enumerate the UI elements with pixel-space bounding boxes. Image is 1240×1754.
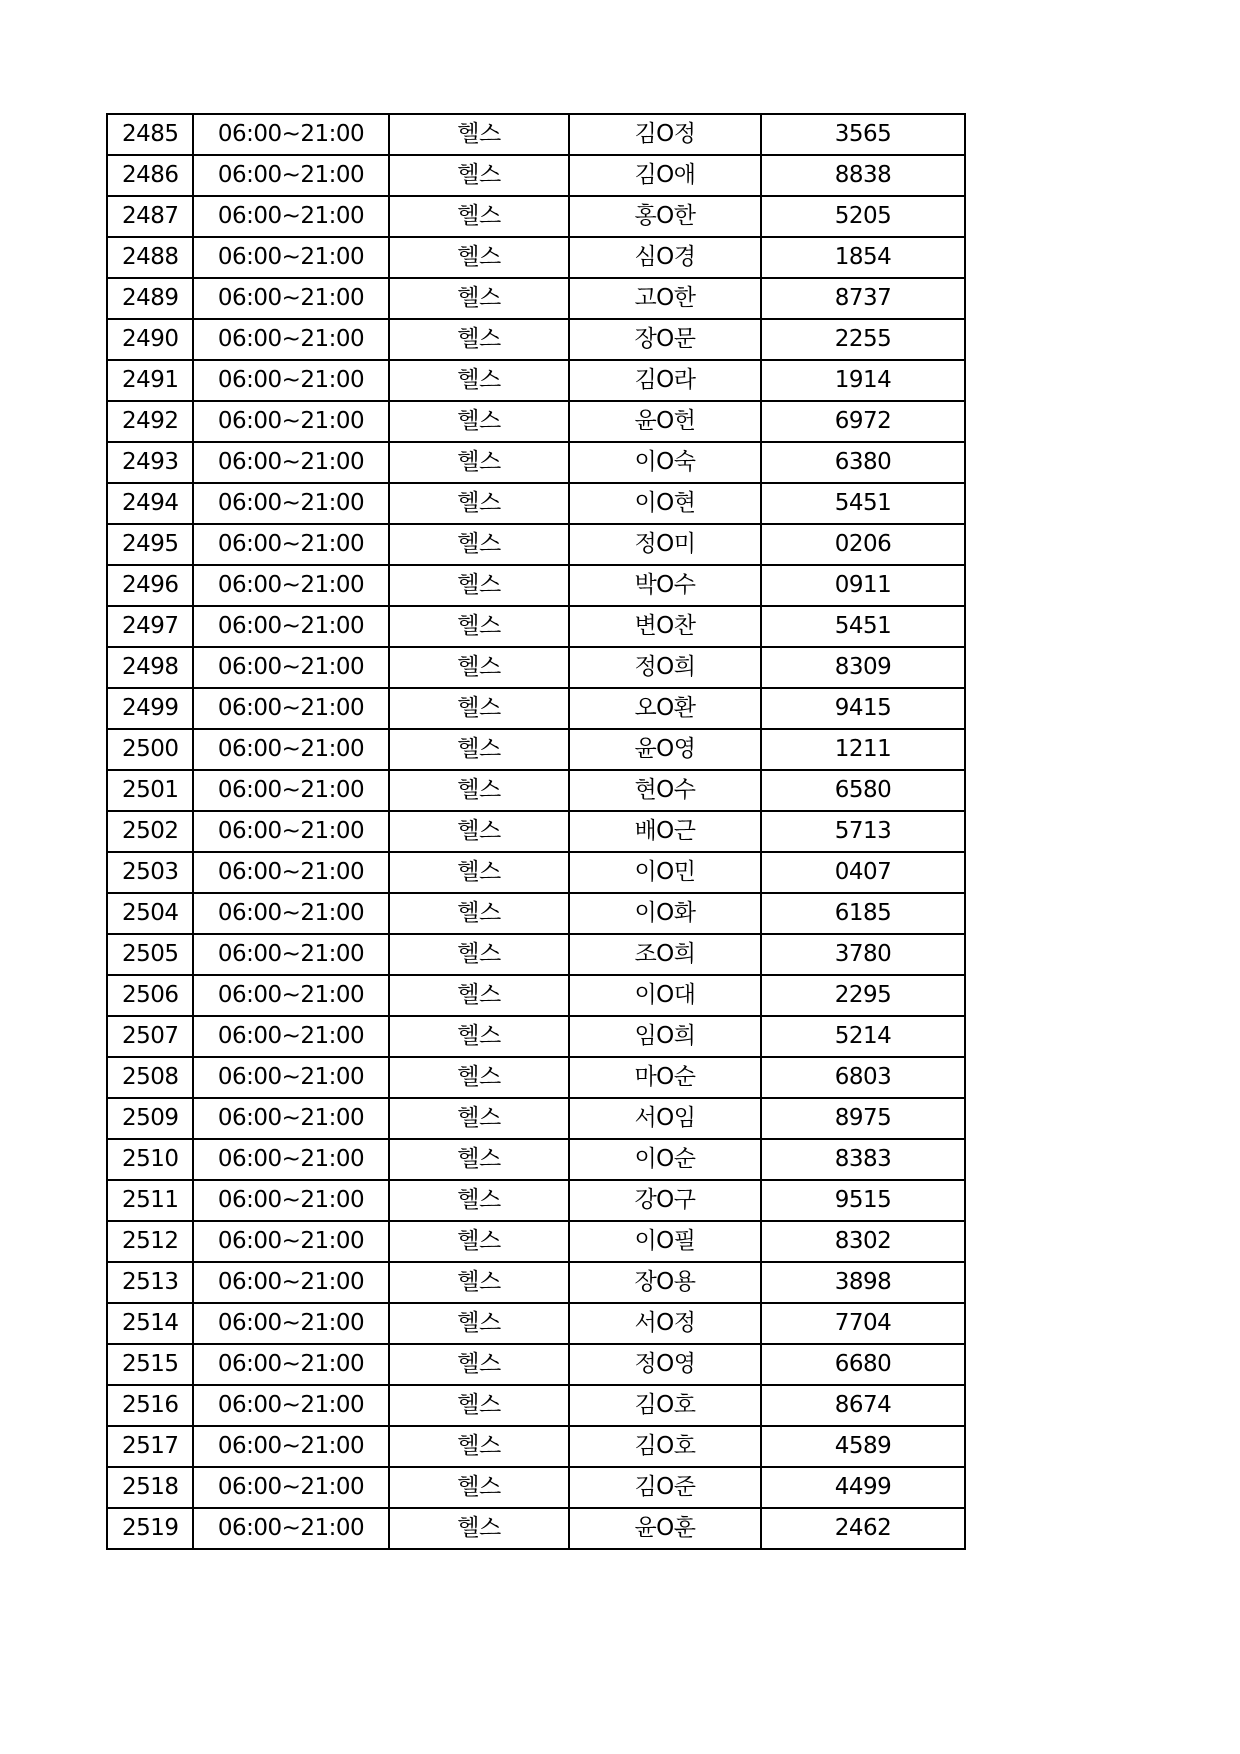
cell-member-name: 강O구 — [569, 1180, 761, 1221]
cell-number: 2515 — [107, 1344, 193, 1385]
cell-code: 6972 — [761, 401, 965, 442]
table-row — [107, 524, 965, 565]
cell-code: 0407 — [761, 852, 965, 893]
cell-program: 헬스 — [389, 647, 569, 688]
cell-hours: 06:00~21:00 — [193, 1221, 389, 1262]
cell-hours: 06:00~21:00 — [193, 1098, 389, 1139]
table-row — [107, 647, 965, 688]
cell-code: 3565 — [761, 114, 965, 155]
cell-hours: 06:00~21:00 — [193, 319, 389, 360]
cell-hours: 06:00~21:00 — [193, 1385, 389, 1426]
cell-member-name: 정O희 — [569, 647, 761, 688]
cell-code: 6680 — [761, 1344, 965, 1385]
table-row — [107, 1180, 965, 1221]
cell-member-name: 윤O훈 — [569, 1508, 761, 1549]
cell-program: 헬스 — [389, 975, 569, 1016]
cell-program: 헬스 — [389, 1344, 569, 1385]
table-row — [107, 852, 965, 893]
cell-hours: 06:00~21:00 — [193, 811, 389, 852]
cell-hours: 06:00~21:00 — [193, 401, 389, 442]
cell-member-name: 이O민 — [569, 852, 761, 893]
cell-program: 헬스 — [389, 1139, 569, 1180]
cell-code: 2462 — [761, 1508, 965, 1549]
cell-code: 6185 — [761, 893, 965, 934]
cell-program: 헬스 — [389, 688, 569, 729]
cell-number: 2497 — [107, 606, 193, 647]
cell-program: 헬스 — [389, 770, 569, 811]
cell-program: 헬스 — [389, 1508, 569, 1549]
cell-member-name: 윤O영 — [569, 729, 761, 770]
cell-hours: 06:00~21:00 — [193, 524, 389, 565]
cell-program: 헬스 — [389, 1180, 569, 1221]
cell-member-name: 김O애 — [569, 155, 761, 196]
table-row — [107, 114, 965, 155]
cell-hours: 06:00~21:00 — [193, 1016, 389, 1057]
cell-code: 4589 — [761, 1426, 965, 1467]
cell-program: 헬스 — [389, 155, 569, 196]
cell-code: 6580 — [761, 770, 965, 811]
cell-member-name: 김O라 — [569, 360, 761, 401]
cell-code: 8975 — [761, 1098, 965, 1139]
cell-number: 2505 — [107, 934, 193, 975]
cell-member-name: 장O용 — [569, 1262, 761, 1303]
cell-program: 헬스 — [389, 811, 569, 852]
cell-hours: 06:00~21:00 — [193, 483, 389, 524]
cell-code: 1914 — [761, 360, 965, 401]
cell-program: 헬스 — [389, 442, 569, 483]
cell-member-name: 심O경 — [569, 237, 761, 278]
cell-code: 8838 — [761, 155, 965, 196]
cell-hours: 06:00~21:00 — [193, 360, 389, 401]
table-row — [107, 155, 965, 196]
cell-member-name: 이O대 — [569, 975, 761, 1016]
cell-hours: 06:00~21:00 — [193, 1508, 389, 1549]
cell-code: 8383 — [761, 1139, 965, 1180]
cell-number: 2487 — [107, 196, 193, 237]
table-row — [107, 1508, 965, 1549]
cell-member-name: 정O영 — [569, 1344, 761, 1385]
table-row — [107, 1016, 965, 1057]
table-row — [107, 811, 965, 852]
cell-member-name: 서O임 — [569, 1098, 761, 1139]
cell-program: 헬스 — [389, 1303, 569, 1344]
table-row — [107, 319, 965, 360]
cell-program: 헬스 — [389, 729, 569, 770]
cell-program: 헬스 — [389, 237, 569, 278]
cell-hours: 06:00~21:00 — [193, 114, 389, 155]
cell-hours: 06:00~21:00 — [193, 442, 389, 483]
cell-hours: 06:00~21:00 — [193, 278, 389, 319]
cell-hours: 06:00~21:00 — [193, 1262, 389, 1303]
cell-program: 헬스 — [389, 1262, 569, 1303]
cell-number: 2510 — [107, 1139, 193, 1180]
cell-member-name: 변O찬 — [569, 606, 761, 647]
cell-code: 9415 — [761, 688, 965, 729]
table-row — [107, 729, 965, 770]
cell-member-name: 김O준 — [569, 1467, 761, 1508]
cell-number: 2489 — [107, 278, 193, 319]
table-row — [107, 278, 965, 319]
table-row — [107, 401, 965, 442]
cell-code: 1854 — [761, 237, 965, 278]
cell-number: 2506 — [107, 975, 193, 1016]
table-row — [107, 237, 965, 278]
table-row — [107, 196, 965, 237]
cell-code: 8737 — [761, 278, 965, 319]
cell-hours: 06:00~21:00 — [193, 155, 389, 196]
cell-program: 헬스 — [389, 852, 569, 893]
cell-code: 5205 — [761, 196, 965, 237]
table-row — [107, 688, 965, 729]
cell-number: 2493 — [107, 442, 193, 483]
cell-hours: 06:00~21:00 — [193, 852, 389, 893]
cell-program: 헬스 — [389, 1467, 569, 1508]
cell-hours: 06:00~21:00 — [193, 1303, 389, 1344]
cell-number: 2509 — [107, 1098, 193, 1139]
cell-member-name: 오O환 — [569, 688, 761, 729]
cell-code: 5214 — [761, 1016, 965, 1057]
cell-hours: 06:00~21:00 — [193, 934, 389, 975]
table-row — [107, 442, 965, 483]
table-row — [107, 1262, 965, 1303]
cell-program: 헬스 — [389, 1385, 569, 1426]
cell-member-name: 배O근 — [569, 811, 761, 852]
cell-code: 9515 — [761, 1180, 965, 1221]
cell-member-name: 홍O한 — [569, 196, 761, 237]
cell-hours: 06:00~21:00 — [193, 606, 389, 647]
cell-hours: 06:00~21:00 — [193, 770, 389, 811]
cell-member-name: 김O호 — [569, 1385, 761, 1426]
cell-number: 2503 — [107, 852, 193, 893]
cell-number: 2512 — [107, 1221, 193, 1262]
cell-member-name: 이O숙 — [569, 442, 761, 483]
table-row — [107, 1221, 965, 1262]
cell-code: 8302 — [761, 1221, 965, 1262]
cell-member-name: 서O정 — [569, 1303, 761, 1344]
cell-code: 6803 — [761, 1057, 965, 1098]
cell-code: 6380 — [761, 442, 965, 483]
cell-program: 헬스 — [389, 196, 569, 237]
cell-number: 2496 — [107, 565, 193, 606]
cell-hours: 06:00~21:00 — [193, 1139, 389, 1180]
cell-hours: 06:00~21:00 — [193, 1426, 389, 1467]
cell-code: 1211 — [761, 729, 965, 770]
member-roster-body — [107, 114, 965, 1549]
cell-program: 헬스 — [389, 1098, 569, 1139]
table-row — [107, 360, 965, 401]
cell-number: 2513 — [107, 1262, 193, 1303]
cell-number: 2491 — [107, 360, 193, 401]
table-row — [107, 770, 965, 811]
cell-number: 2519 — [107, 1508, 193, 1549]
cell-code: 2295 — [761, 975, 965, 1016]
cell-program: 헬스 — [389, 1016, 569, 1057]
cell-code: 4499 — [761, 1467, 965, 1508]
cell-program: 헬스 — [389, 401, 569, 442]
cell-code: 8309 — [761, 647, 965, 688]
cell-member-name: 마O순 — [569, 1057, 761, 1098]
cell-hours: 06:00~21:00 — [193, 688, 389, 729]
cell-code: 5451 — [761, 483, 965, 524]
cell-program: 헬스 — [389, 606, 569, 647]
cell-number: 2492 — [107, 401, 193, 442]
cell-number: 2517 — [107, 1426, 193, 1467]
cell-number: 2511 — [107, 1180, 193, 1221]
cell-member-name: 장O문 — [569, 319, 761, 360]
cell-code: 3780 — [761, 934, 965, 975]
table-row — [107, 565, 965, 606]
table-row — [107, 1139, 965, 1180]
cell-program: 헬스 — [389, 1426, 569, 1467]
cell-member-name: 정O미 — [569, 524, 761, 565]
cell-code: 0206 — [761, 524, 965, 565]
cell-code: 2255 — [761, 319, 965, 360]
cell-hours: 06:00~21:00 — [193, 1180, 389, 1221]
cell-number: 2494 — [107, 483, 193, 524]
cell-number: 2504 — [107, 893, 193, 934]
member-roster-table — [106, 113, 966, 1550]
cell-program: 헬스 — [389, 114, 569, 155]
cell-hours: 06:00~21:00 — [193, 1057, 389, 1098]
cell-number: 2518 — [107, 1467, 193, 1508]
cell-member-name: 이O필 — [569, 1221, 761, 1262]
cell-member-name: 박O수 — [569, 565, 761, 606]
cell-member-name: 이O현 — [569, 483, 761, 524]
cell-number: 2508 — [107, 1057, 193, 1098]
cell-number: 2486 — [107, 155, 193, 196]
cell-member-name: 윤O헌 — [569, 401, 761, 442]
cell-program: 헬스 — [389, 934, 569, 975]
table-row — [107, 1426, 965, 1467]
cell-hours: 06:00~21:00 — [193, 237, 389, 278]
cell-hours: 06:00~21:00 — [193, 647, 389, 688]
cell-member-name: 이O순 — [569, 1139, 761, 1180]
cell-program: 헬스 — [389, 1057, 569, 1098]
cell-number: 2499 — [107, 688, 193, 729]
cell-hours: 06:00~21:00 — [193, 975, 389, 1016]
cell-number: 2488 — [107, 237, 193, 278]
cell-code: 3898 — [761, 1262, 965, 1303]
cell-hours: 06:00~21:00 — [193, 196, 389, 237]
cell-hours: 06:00~21:00 — [193, 565, 389, 606]
cell-program: 헬스 — [389, 319, 569, 360]
table-row — [107, 1467, 965, 1508]
table-row — [107, 975, 965, 1016]
cell-number: 2500 — [107, 729, 193, 770]
cell-member-name: 김O정 — [569, 114, 761, 155]
table-row — [107, 1385, 965, 1426]
cell-number: 2516 — [107, 1385, 193, 1426]
cell-program: 헬스 — [389, 565, 569, 606]
cell-hours: 06:00~21:00 — [193, 1344, 389, 1385]
cell-number: 2490 — [107, 319, 193, 360]
cell-program: 헬스 — [389, 360, 569, 401]
table-row — [107, 1057, 965, 1098]
table-row — [107, 934, 965, 975]
cell-program: 헬스 — [389, 278, 569, 319]
cell-code: 0911 — [761, 565, 965, 606]
cell-number: 2498 — [107, 647, 193, 688]
cell-hours: 06:00~21:00 — [193, 729, 389, 770]
table-row — [107, 893, 965, 934]
cell-program: 헬스 — [389, 1221, 569, 1262]
table-row — [107, 1303, 965, 1344]
cell-code: 5713 — [761, 811, 965, 852]
cell-member-name: 고O한 — [569, 278, 761, 319]
cell-program: 헬스 — [389, 893, 569, 934]
cell-member-name: 조O희 — [569, 934, 761, 975]
cell-number: 2507 — [107, 1016, 193, 1057]
cell-hours: 06:00~21:00 — [193, 893, 389, 934]
table-row — [107, 1098, 965, 1139]
cell-program: 헬스 — [389, 524, 569, 565]
table-row — [107, 1344, 965, 1385]
cell-code: 5451 — [761, 606, 965, 647]
cell-number: 2485 — [107, 114, 193, 155]
cell-member-name: 임O희 — [569, 1016, 761, 1057]
cell-number: 2495 — [107, 524, 193, 565]
cell-member-name: 이O화 — [569, 893, 761, 934]
table-row — [107, 606, 965, 647]
cell-number: 2501 — [107, 770, 193, 811]
cell-code: 8674 — [761, 1385, 965, 1426]
cell-member-name: 김O호 — [569, 1426, 761, 1467]
table-row — [107, 483, 965, 524]
cell-member-name: 현O수 — [569, 770, 761, 811]
cell-code: 7704 — [761, 1303, 965, 1344]
cell-program: 헬스 — [389, 483, 569, 524]
cell-number: 2514 — [107, 1303, 193, 1344]
cell-hours: 06:00~21:00 — [193, 1467, 389, 1508]
cell-number: 2502 — [107, 811, 193, 852]
